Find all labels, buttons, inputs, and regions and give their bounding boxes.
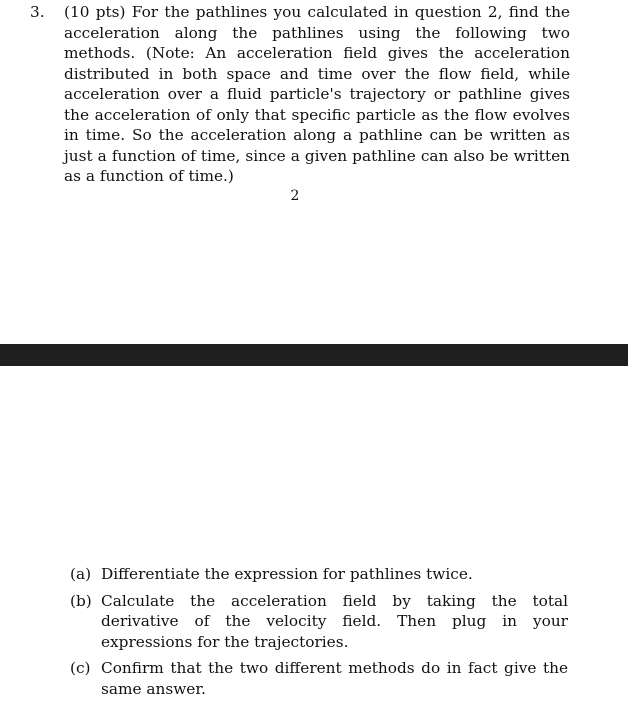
page-divider-bar — [0, 344, 628, 366]
problem-3 — [30, 2, 570, 187]
problem-text: (10 pts) For the pathlines you calculated in question 2, find the acceleration along the pathlines using the following two methods. (Note: An acceleration field gives the acceleration distributed in both space and time over the flow field, while acceleration over a fluid particle's trajectory or pathline gives the acceleration of only that specific particle as the flow evolves in time. So the acceleration along a pathline can be written as just a function of time, since a given pathline can also be written as a function of time.) — [64, 3, 570, 185]
part-c — [70, 658, 568, 699]
page-number: 2 — [290, 188, 300, 204]
problem-number: 3. — [30, 3, 45, 21]
part-b-label: (b) — [70, 591, 92, 610]
part-a-text: Differentiate the expression for pathlines twice. — [101, 565, 473, 583]
part-a — [70, 564, 568, 585]
part-c-text: Confirm that the two different methods do in fact give the same answer. — [101, 659, 568, 698]
part-b — [70, 591, 568, 653]
parts-list — [70, 564, 568, 705]
part-c-label: (c) — [70, 659, 91, 677]
part-a-label: (a) — [70, 565, 92, 583]
part-b-text: Calculate the acceleration field by taking the total derivative of the velocity field. Then plug in your expressions for the trajectories. — [101, 591, 568, 651]
